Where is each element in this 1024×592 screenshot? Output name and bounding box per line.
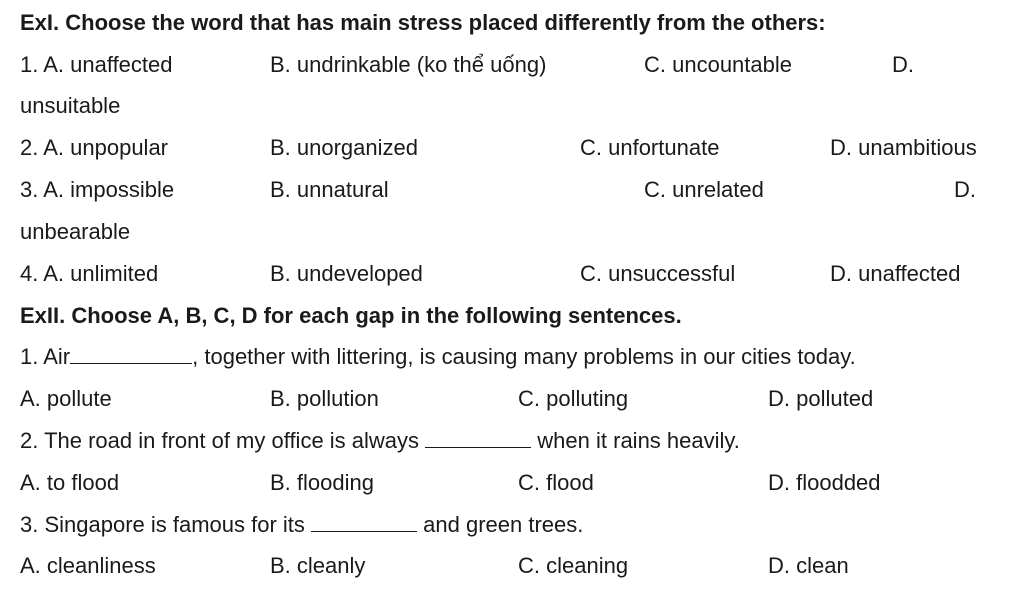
ex1-q4-option-d: D. unaffected: [830, 261, 961, 286]
exercise2-title: ExII. Choose A, B, C, D for each gap in the following sentences.: [20, 303, 682, 328]
ex1-q1-option-c: C. uncountable: [644, 52, 792, 77]
ex1-q1-option-a: 1. A. unaffected: [20, 52, 173, 77]
ex1-q3-option-d-word: unbearable: [20, 219, 131, 244]
ex1-question-3-continued: [0, 217, 1024, 247]
ex2-question-3-options: [0, 551, 1024, 581]
ex2-q1-option-c: C. polluting: [518, 386, 629, 411]
ex1-q2-option-c: C. unfortunate: [580, 135, 720, 160]
ex1-q2-option-d: D. unambitious: [830, 135, 977, 160]
ex2-q3-option-c: C. cleaning: [518, 553, 629, 578]
ex2-q1-sentence: [20, 342, 856, 372]
ex1-q1-option-b: B. undrinkable (ko thể uống): [270, 52, 547, 77]
ex1-question-2: [0, 133, 1024, 163]
ex2-q1-text-after: , together with littering, is causing many problems in our cities today.: [192, 344, 856, 369]
ex1-q3-option-c: C. unrelated: [644, 177, 764, 202]
exercise1-title-row: [0, 8, 1024, 38]
ex1-q3-option-b: B. unnatural: [270, 177, 389, 202]
ex2-q2-answer-blank[interactable]: [425, 427, 531, 448]
ex2-q3-text-after: and green trees.: [423, 512, 584, 537]
exercise2-title-row: [0, 301, 1024, 331]
ex2-question-2-options: [0, 468, 1024, 498]
ex2-q2-option-a: A. to flood: [20, 470, 120, 495]
ex1-question-4: [0, 259, 1024, 289]
ex1-q4-option-c: C. unsuccessful: [580, 261, 736, 286]
ex1-q1-option-d-word: unsuitable: [20, 93, 121, 118]
ex2-q2-option-c: C. flood: [518, 470, 594, 495]
ex2-q3-option-b: B. cleanly: [270, 553, 366, 578]
ex1-q2-option-b: B. unorganized: [270, 135, 418, 160]
ex2-q2-text-after: when it rains heavily.: [537, 428, 740, 453]
ex2-q3-option-a: A. cleanliness: [20, 553, 156, 578]
ex1-q1-option-d: D.: [892, 52, 914, 77]
ex2-q2-sentence: [20, 426, 740, 456]
ex1-q2-option-a: 2. A. unpopular: [20, 135, 169, 160]
ex2-q3-answer-blank[interactable]: [311, 511, 417, 532]
ex2-q2-option-b: B. flooding: [270, 470, 374, 495]
ex1-q3-option-a: 3. A. impossible: [20, 177, 175, 202]
ex1-q4-option-b: B. undeveloped: [270, 261, 423, 286]
ex2-q1-option-d: D. polluted: [768, 386, 874, 411]
ex2-question-2: [0, 426, 1024, 456]
ex2-question-3: [0, 510, 1024, 540]
exercise1-title: ExI. Choose the word that has main stress placed differently from the others:: [20, 10, 826, 35]
ex2-q1-option-a: A. pollute: [20, 386, 112, 411]
ex1-question-3: [0, 175, 1024, 205]
ex2-q2-text-before: 2. The road in front of my office is always: [20, 428, 420, 453]
ex1-q3-option-d: D.: [954, 177, 976, 202]
ex2-q1-answer-blank[interactable]: [70, 343, 192, 364]
ex2-question-1-options: [0, 384, 1024, 414]
ex2-q1-option-b: B. pollution: [270, 386, 379, 411]
ex1-q4-option-a: 4. A. unlimited: [20, 261, 159, 286]
ex2-q3-option-d: D. clean: [768, 553, 849, 578]
ex2-q3-sentence: [20, 510, 583, 540]
ex2-q1-text-before: 1. Air: [20, 344, 71, 369]
ex1-question-1: [0, 50, 1024, 80]
ex2-q3-text-before: 3. Singapore is famous for its: [20, 512, 305, 537]
ex1-question-1-continued: [0, 91, 1024, 121]
ex2-q2-option-d: D. floodded: [768, 470, 881, 495]
ex2-question-1: [0, 342, 1024, 372]
